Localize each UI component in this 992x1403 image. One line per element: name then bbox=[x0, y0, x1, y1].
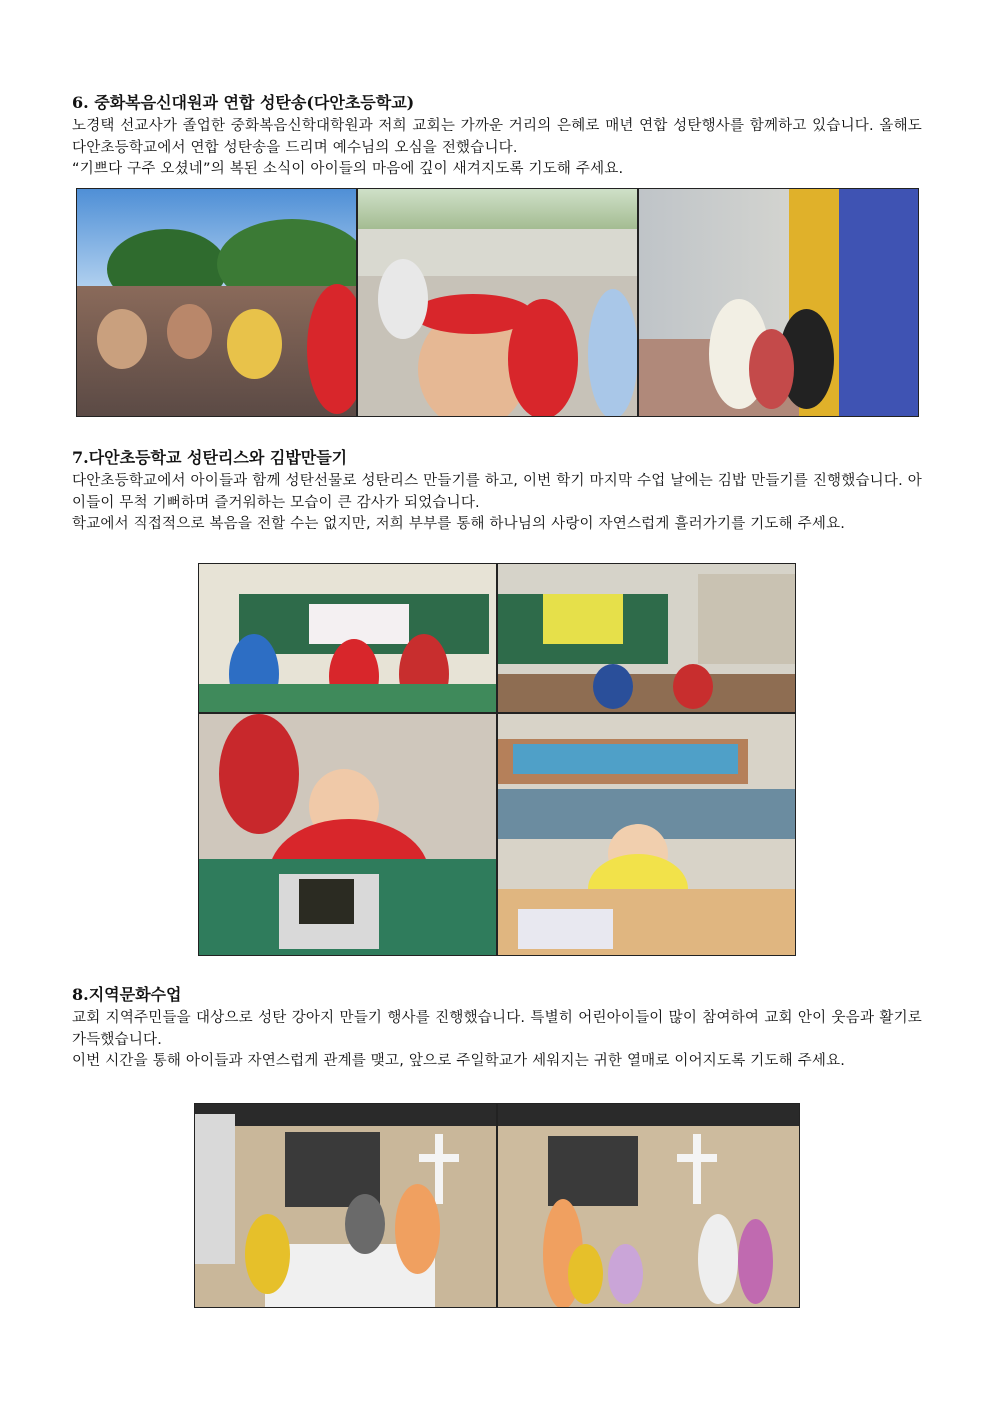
section-7-paragraph-2: 학교에서 직접적으로 복음을 전할 수는 없지만, 저희 부부를 통해 하나님의 사랑이 자연스럽게 흘러가기를 기도해 주세요. bbox=[72, 516, 846, 532]
section-7-paragraph-1: 다안초등학교에서 아이들과 함께 성탄선물로 성탄리스 만들기를 하고, 이번 학기 마지막 수업 날에는 김밥 만들기를 진행했습니다. 아이들이 무척 기뻐하며 즐거워하는 모습이 큰 감사가 되었습니다. bbox=[72, 473, 922, 511]
section-6 bbox=[72, 92, 922, 181]
photo-boy-kimbap bbox=[497, 713, 796, 956]
section-6-paragraph-2: “기쁘다 구주 오셨네”의 복된 소식이 아이들의 마음에 깊이 새겨지도록 기도해 주세요. bbox=[72, 161, 624, 177]
photo-hallway-children bbox=[638, 188, 919, 417]
photo-wreath-class bbox=[198, 563, 497, 713]
photo-caroling-crowd bbox=[76, 188, 357, 417]
section-8 bbox=[72, 984, 922, 1073]
photo-church-craft-table bbox=[194, 1103, 497, 1308]
photo-girl-kimbap bbox=[198, 713, 497, 956]
section-8-heading: 8.지역문화수업 bbox=[72, 985, 182, 1004]
section-6-heading: 6. 중화복음신대원과 연합 성탄송(다안초등학교) bbox=[72, 93, 415, 112]
section-8-paragraph-2: 이번 시간을 통해 아이들과 자연스럽게 관계를 맺고, 앞으로 주일학교가 세워지는 귀한 열매로 이어지도록 기도해 주세요. bbox=[72, 1053, 846, 1069]
section-8-paragraph-1: 교회 지역주민들을 대상으로 성탄 강아지 만들기 행사를 진행했습니다. 특별히 어린아이들이 많이 참여하여 교회 안이 웃음과 활기로 가득했습니다. bbox=[72, 1010, 922, 1048]
photo-kimbap-lesson-screen bbox=[497, 563, 796, 713]
section-6-paragraph-1: 노경택 선교사가 졸업한 중화복음신학대학원과 저희 교회는 가까운 거리의 은혜로 매년 연합 성탄행사를 함께하고 있습니다. 올해도 다안초등학교에서 연합 성탄송을 드리며 예수님의 오심을 전했습니다. bbox=[72, 118, 922, 156]
photo-santa-selfie bbox=[357, 188, 638, 417]
section-7 bbox=[72, 447, 922, 536]
section-7-heading: 7.다안초등학교 성탄리스와 김밥만들기 bbox=[72, 448, 348, 467]
photo-church-group bbox=[497, 1103, 800, 1308]
